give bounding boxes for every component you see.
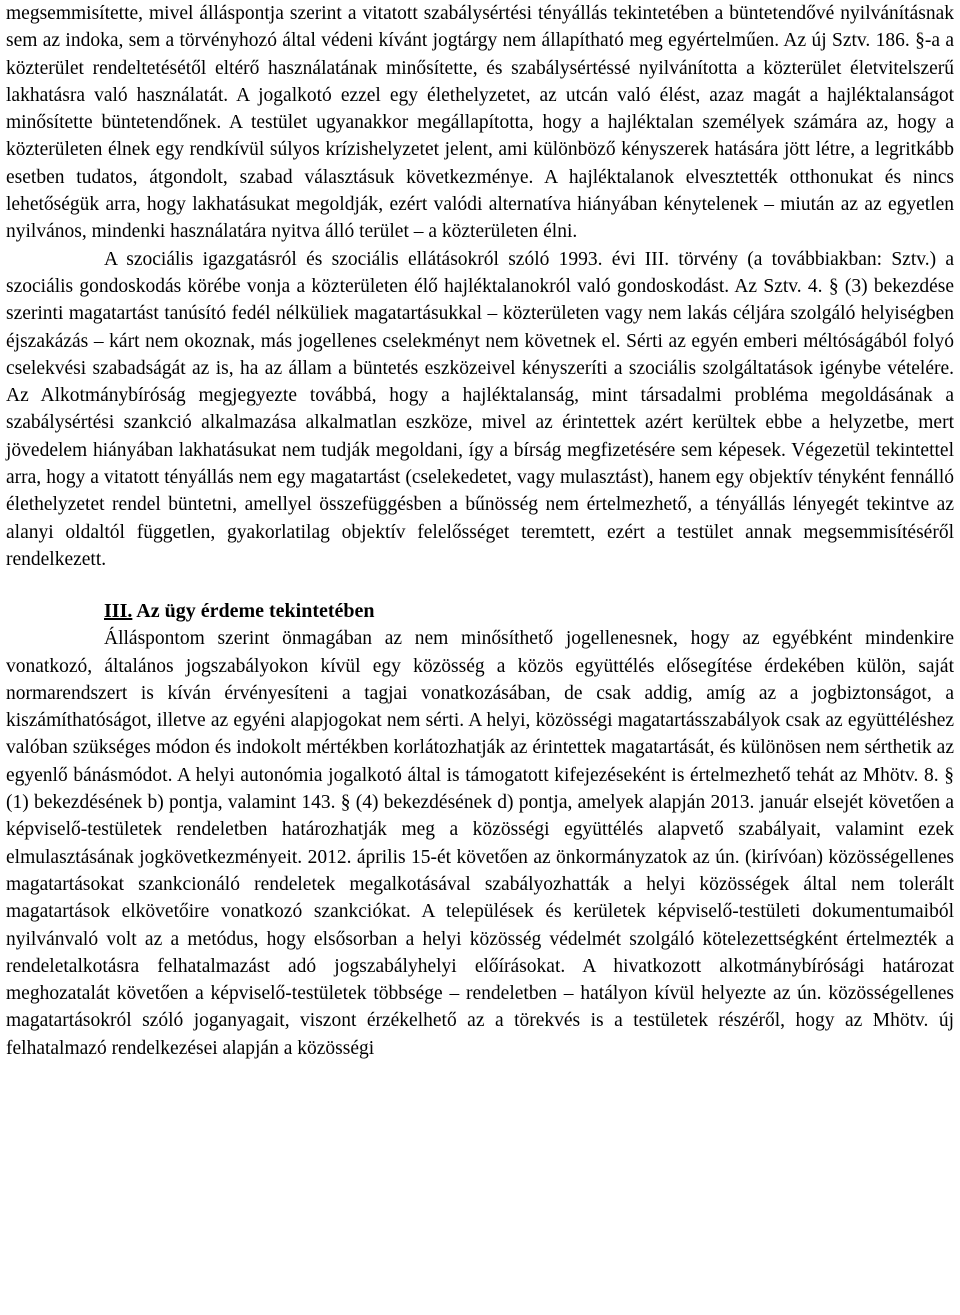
body-paragraph: megsemmisítette, mivel álláspontja szerint a vitatott szabálysértési tényállás tekintetében a büntetendővé nyilvánításnak sem az indoka, sem a törvényhozó által védeni kívánt jogtárgy nem állapítható meg egyértelműen. Az új Sztv. 186. §-a a közterület rendeltetésétől eltérő használatának minősítette, és szabálysértéssé nyilvánította a közterület életvitelszerű lakhatásra való használatát. A jogalkotó ezzel egy élethelyzetet, az utcán való élést, azaz magát a hajléktalanságot minősítette büntetendőnek. A testület ugyanakkor megállapította, hogy a hajléktalan személyek számára az, hogy a közterületen élnek egy rendkívül súlyos krízishelyzetet jelent, ami különböző kényszerek hatására jött létre, a legritkább esetben tudatos, átgondolt, szabad választásuk következménye. A hajléktalanok elvesztették otthonukat és nincs lehetőségük arra, hogy lakhatásukat megoldják, ezért valódi alternatíva hiányában kénytelenek – miután az az egyetlen nyilvános, mindenki használatára nyitva álló terület – a közterületen élni. bbox=[6, 3, 954, 243]
section-title: Az ügy érdeme tekintetében bbox=[136, 600, 375, 623]
body-paragraph: A szociális igazgatásról és szociális ellátásokról szóló 1993. évi III. törvény (a továbbiakban: Sztv.) a szociális gondoskodás körébe vonja a közterületen élő hajléktalanokról való gondoskodást. Az Sztv. 4. § (3) bekezdése szerinti magatartást tanúsító fedél nélküliek magatartásukkal – közterületen vagy nem lakás céljára szolgáló helyiségben éjszakázás – kárt nem okoznak, más jogellenes cselekményt nem követnek el. Sérti az egyén emberi méltóságából folyó cselekvési szabadságát az is, ha az állam a büntetés eszközeivel kényszeríti a szociális szolgáltatások igénybe vételére. Az Alkotmánybíróság megjegyezte továbbá, hogy a hajléktalanság, mint társadalmi probléma megoldásának a szabálysértési szankció alkalmazása alkalmatlan eszköze, mivel az érintettek azért kerültek ebbe a helyzetbe, mert jövedelem hiányában lakhatásukat nem tudják megoldani, így a bírság megfizetésére sem képesek. Végezetül tekintettel arra, hogy a vitatott tényállás nem egy magatartást (cselekedetet, vagy mulasztást), hanem egy objektív tényként fennálló élethelyzetet rendel büntetni, amellyel összefüggésben a bűnösség nem értelmezhető, a tényállás lényegét tekintve az alanyi oldaltól független, gyakorlatilag objektív felelősséget teremtett, ezért a testület annak megsemmisítéséről rendelkezett. bbox=[6, 248, 954, 570]
body-paragraph: Álláspontom szerint önmagában az nem minősíthető jogellenesnek, hogy az egyébként mindenkire vonatkozó, általános jogszabályokon kívül egy közösség a közös együttélés elősegítése érdekében külön, saját normarendszert is kíván érvényesíteni a tagjai vonatkozásában, de csak addig, amíg az a jogbiztonságot, a kiszámíthatóságot, illetve az egyéni alapjogokat nem sérti. A helyi, közösségi magatartásszabályok csak az együttéléshez valóban szükséges módon és indokolt mértékben korlátozhatják az érintettek magatartását, és különösen nem sérthetik az egyenlő bánásmódot. A helyi autonómia jogalkotó által is támogatott kifejezéseként is értelmezhető tehát az Mhötv. 8. § (1) bekezdésének b) pontja, valamint 143. § (4) bekezdésének d) pontja, amelyek alapján 2013. január elsejét követően a képviselő-testületek rendeletben határozhatják meg a közösségi együttélés alapvető szabályait, valamint ezek elmulasztásának jogkövetkezményeit. 2012. április 15-ét követően az önkormányzatok az ún. (kirívóan) közösségellenes magatartásokat szankcionáló rendeletek megalkotásával szabályozhatták a helyi közösségek által nem tolerált magatartások elkövetőire vonatkozó szankciókat. A települések és kerületek képviselő-testületi dokumentumaiból nyilvánvaló volt az a metódus, hogy elsősorban a helyi közösség védelmét szolgáló kötelezettségként értelmezték a rendeletalkotásra felhatalmazást adó jogszabályhelyi előírásokat. A hivatkozott alkotmánybírósági határozat meghozatalát követően a képviselő-testületek többsége – rendeletben – hatályon kívül helyezte az ún. közösségellenes magatartásokról szóló joganyagait, viszont érzékelhető az a törekvés is a testületek részéről, hogy az Mhötv. új felhatalmazó rendelkezései alapján a közösségi bbox=[6, 628, 954, 1059]
section-heading bbox=[6, 597, 954, 625]
section-number: III. bbox=[104, 600, 133, 623]
